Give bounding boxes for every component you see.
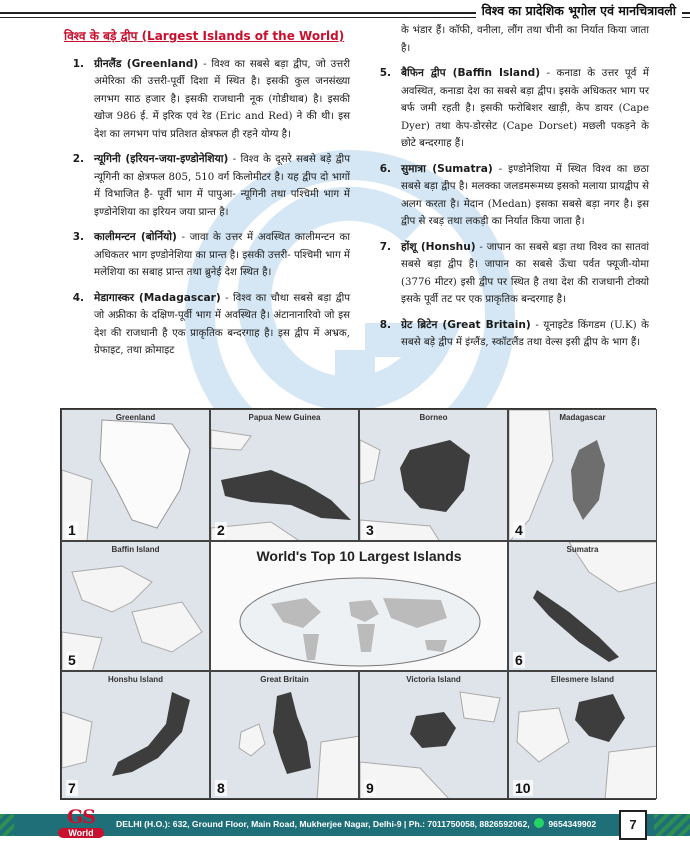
map-tile-great-britain [210, 671, 359, 799]
map-honshu [62, 672, 210, 799]
item-name: सुमात्रा (Sumatra) [401, 162, 493, 175]
item-text: - इण्डोनेशिया में स्थित विश्व का छठा सबसे बड़ा द्वीप है। मलक्का जलडमरूमध्य इसको मलाया प्रायद्वीप से अलग करता है। मेदान (Medan) इसका सबसे बड़ा नगर है। इस द्वीप से रबड़ तथा लकड़ी का निर्यात किया जाता है। [401, 163, 650, 227]
map-sumatra [509, 542, 657, 671]
item-name: बैफिन द्वीप (Baffin Island) [401, 67, 541, 79]
island-item-new-guinea [60, 151, 350, 221]
island-item-great-britain [367, 317, 649, 352]
collage-title: World's Top 10 Largest Islands [256, 548, 462, 564]
map-number: 4 [515, 522, 523, 538]
item-text: - जापान का सबसे बड़ा तथा विश्व का सातवां सबसे बड़ा द्वीप है। जापान का सबसे ऊँचा पर्वत फ्यूजी-योमा (3776 मीटर) इसी द्वीप पर स्थित है तथा देश की राजधानी टोक्यो इसके पूर्वी तट पर एक प्राकृतिक बन्दरगाह है। [401, 241, 649, 305]
item-number: 4. [72, 291, 84, 304]
item-number: 6. [379, 162, 391, 175]
item-number: 8. [379, 318, 391, 331]
map-label: Borneo [419, 413, 448, 422]
map-madagascar [509, 410, 657, 541]
item-name: ग्रीनलैंड (Greenland) [94, 57, 199, 70]
footer-whatsapp-number: 9654349902 [548, 819, 597, 829]
left-column [60, 28, 350, 368]
item-number: 5. [379, 67, 391, 79]
map-number: 9 [366, 780, 374, 796]
map-tile-honshu [61, 671, 210, 799]
item-text: - कनाडा के उत्तर पूर्व में अवस्थित, कनाडा देश का सबसे बड़ा द्वीप। इसके अधिकतर भाग पर बर्फ जमी रहती है। इसकी फरोबिशर खाड़ी, केप डायर (Cape Dyer) तथा केप-डोरसेट (Cape Dorset) मछली पकड़ने के छोटे बन्दरगाह हैं। [401, 68, 649, 149]
island-item-sumatra [367, 161, 649, 231]
item-number: 1. [72, 57, 84, 70]
map-number: 6 [515, 652, 523, 668]
map-label: Ellesmere Island [550, 675, 615, 684]
map-number: 5 [68, 652, 76, 668]
right-column [367, 22, 649, 360]
item-text: - विश्व का सबसे बड़ा द्वीप, जो उत्तरी अमेरिका की उत्तरी-पूर्वी दिशा में स्थित है। इसकी कुल जनसंख्या लगभग साठ हजार है। इसकी राजधानी नूक (गोडीथाब) है। इसकी खोज 986 ई. में इरिक एवं रेड (Eric and Red) ने की थी। इस देश का लगभग पांच प्रतिशत क्षेत्रफल ही रहने योग्य है। [94, 58, 351, 140]
map-label: Madagascar [559, 413, 606, 422]
islands-map-collage [60, 408, 656, 800]
item-text: - जावा के उत्तर में अवस्थित कालीमन्टन का अधिकतर भाग इण्डोनेशिया का प्रान्त है। इसकी उत्तरी- पश्चिमी भाग में मलेशिया का सबाह प्रान्त तथा ब्रुनेई देश स्थित है। [94, 232, 351, 278]
map-victoria-island [360, 672, 508, 799]
item-name: न्यूगिनी (इरियन-जया-इण्डोनेशिया) [94, 153, 229, 165]
map-tile-madagascar [508, 409, 657, 541]
map-borneo [360, 410, 508, 541]
footer-address [116, 818, 596, 829]
footer-stripe-left [0, 814, 14, 836]
map-tile-baffin [61, 541, 210, 671]
map-label: Great Britain [260, 675, 309, 684]
whatsapp-icon [534, 818, 544, 828]
map-number: 8 [217, 780, 225, 796]
map-tile-ellesmere [508, 671, 657, 799]
item-name: होंशू (Honshu) [401, 240, 476, 253]
map-tile-victoria [359, 671, 508, 799]
map-label: Baffin Island [111, 545, 160, 554]
logo-gs: GS [67, 806, 95, 828]
island-item-honshu [367, 239, 649, 309]
map-baffin-island [62, 542, 210, 671]
item-name: ग्रेट ब्रिटेन (Great Britain) [401, 318, 531, 331]
island-item-baffin [367, 65, 649, 153]
map-tile-papua [210, 409, 359, 541]
map-papua-new-guinea [211, 410, 359, 541]
item-number: 3. [72, 231, 84, 243]
world-map-panel [210, 541, 508, 671]
map-number: 7 [68, 780, 76, 796]
logo-world: World [58, 828, 104, 838]
map-greenland [62, 410, 210, 541]
island-item-madagascar [60, 290, 350, 360]
map-number: 2 [217, 522, 225, 538]
map-tile-sumatra [508, 541, 657, 671]
page-number: 7 [619, 810, 647, 840]
map-tile-greenland [61, 409, 210, 541]
footer-address-text: DELHI (H.O.): 632, Ground Floor, Main Road, Mukherjee Nagar, Delhi-9 | Ph.: 7011750058, 8826592062, [116, 819, 530, 829]
section-title: विश्व के बड़े द्वीप (Largest Islands of the World) [64, 29, 345, 43]
page-header [0, 0, 690, 24]
map-number: 10 [515, 780, 531, 796]
map-label: Sumatra [566, 545, 599, 554]
item-name: मेडागास्कर (Madagascar) [94, 291, 221, 304]
map-label: Papua New Guinea [248, 413, 321, 422]
gs-world-logo [58, 804, 104, 844]
continuation-text: के भंडार हैं। कॉफी, वनीला, लौंग तथा चीनी का निर्यात किया जाता है। [401, 25, 649, 54]
map-number: 1 [68, 522, 76, 538]
footer-stripe-right [654, 814, 690, 836]
island-item-greenland [60, 56, 350, 144]
item-number: 7. [379, 240, 391, 253]
item-text: - यूनाइटेड किंगडम (U.K) के सबसे बड़े द्वीप में इंग्लैंड, स्कॉटलैंड तथा वेल्स इसी द्वीप के भाग हैं। [401, 319, 649, 348]
item-text: - विश्व का चौथा सबसे बड़ा द्वीप जो अफ्रीका के दक्षिण-पूर्वी भाग में अवस्थित है। अंटानानारिवो जो इस देश की राजधानी है एक प्राकृतिक बन्दरगाह है। इस द्वीप में अभ्रक, ग्रेफाइट, तथा क्रोमाइट [94, 292, 351, 356]
map-great-britain [211, 672, 359, 799]
map-number: 3 [366, 522, 374, 538]
map-label: Honshu Island [107, 675, 164, 684]
map-tile-borneo [359, 409, 508, 541]
item-number: 2. [72, 153, 84, 165]
book-title: विश्व का प्रादेशिक भूगोल एवं मानचित्रावली [476, 2, 682, 19]
map-label: Victoria Island [406, 675, 461, 684]
map-label: Greenland [115, 413, 156, 422]
item-text: - विश्व के दूसरे सबसे बड़े द्वीप न्यूगिनी का क्षेत्रफल 805, 510 वर्ग किलोमीटर है। यह द्वीप दो भागों में विभाजित है- पूर्वी भाग में पापुआ- न्यूगिनी तथा पश्चिमी भाग में इण्डोनेशिया का इरियन जया प्रान्त है। [94, 154, 350, 218]
item-name: कालीमन्टन (बोर्नियो) [94, 231, 177, 243]
island-item-borneo [60, 229, 350, 282]
